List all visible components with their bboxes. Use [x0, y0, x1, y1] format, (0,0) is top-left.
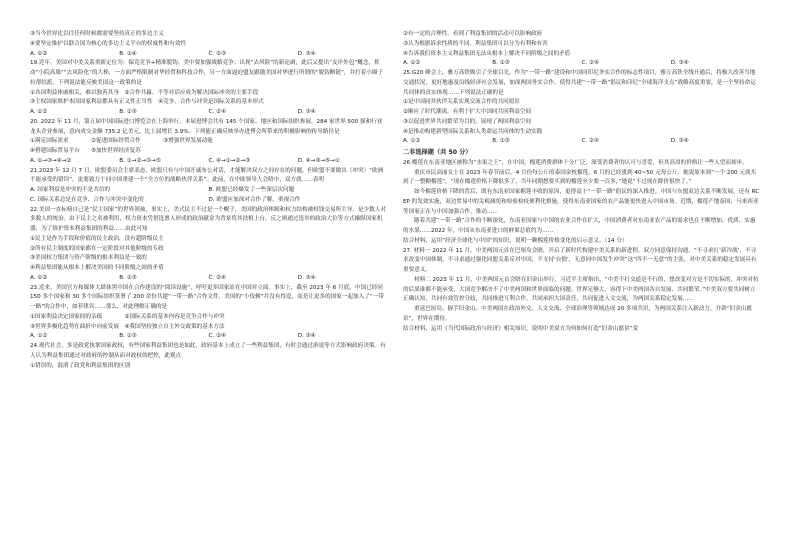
- option-d: D. ③④: [297, 109, 316, 115]
- q27-paragraph-2: 材料二 2023 年 11 月，中美两国元首会晤在旧金山举行，习近平主席指出，“中美不打交道是不行的，想改变对方是不切实际的，冲突对抗的后果谁都不能承受，大国竞争解决不了中美两国和世界面临的问题。世界足够大，容得下中美两国各自发展、共同繁荣。”中美双方要共同树立正确认知，共同有效管控分歧，共同推进互利合作，共同承担大国责任，共同促进人文交流，为两国关系稳定发展……: [403, 276, 759, 303]
- option-d: D. ③④: [297, 333, 316, 340]
- q19-items-row-2: ③主权国家维护本国国家利益都具有正义性正当性 ④竞争、合作与冲突是国际关系的基本形式: [30, 99, 264, 106]
- option-c: C. ②③: [208, 50, 226, 57]
- section-title: 二非选择题（共 50 分）: [403, 149, 472, 156]
- option-d: D. ④→③→⑤→①: [297, 157, 340, 164]
- q26-paragraph-1: 重庆市民高丽女士在 2023 年春节前后，4 月份每公斤的泰国金枕榴莲，6 月的已经涨到 40~50 元每公斤，她说原本到“一个 200 元就买到了一整颗榴莲”，“现在榴莲价格下降很多了，当年同期想要买到的榴莲至少要一百多，”她说“不过现在降价很快了。”: [403, 169, 757, 186]
- q24-item-2: ②有一定的合理性，看到了利益集团的活动可以影响政府: [403, 31, 543, 37]
- q24-item-1: ①错误的，混淆了政党和利益集团的区别: [30, 362, 131, 369]
- q21-options-row-1: [30, 186, 387, 196]
- q23-stem: 23.近来，美国官方和媒体大肆抹黑中国在合作建设的“阅读设施”，呼吁更多国家站在中国对立面。事实上，截至 2023 年 6 月底，中国已经同 150 多个国家和 30 多个国际组织签署了 200 余份共建“一带一路”合作文件，美国的“小伎俩”并没有得逞，而是让更多的国家一起加入了“一带一路”的合作中，如菲律宾……那么，对此理解正确的是: [30, 284, 384, 310]
- left-column: [30, 30, 387, 371]
- option-a: A. ①②: [30, 50, 48, 57]
- q19-items-row-1: ①各国利益休戚相关，难以独善其身 ②合作共赢、平等对话应成为解决国际冲突的主要手段: [30, 89, 259, 96]
- q20-stem: 20. 2022 年 11 月，第五届中国国际进口博览会在上海举行。本届进博会共有 145 个国家、地区和国际组织参展，284 家世界 500 强和行业龙头企业参展，意向成交金额 735.2 亿美元，比上届增长 3.9%。下列能正确反映举办进博会所带来的积极影响的传导路径是: [30, 118, 383, 135]
- q18-options: [30, 50, 387, 60]
- option-c: C. ②④: [581, 138, 599, 145]
- option-c: C. ②④: [208, 333, 226, 340]
- option-b: B. ①④: [119, 50, 137, 57]
- q19-stem: 19.近年，美国对中美关系重新定位为：保竞竞争+精准脱钩。美中要加强战略竞争；出现“去风险”的新论调，此后又提出“友岸外包”概念，挥动“小院高墙”“去风险化”的大棒，一方面严格限制对华经贸和科技合作，另一方面逼迫盟友跟随美国对华进行所谓的“脱钩断链”，并打着小圈子拉帮结派。下列说法能反映美国这一政策的是: [30, 60, 384, 86]
- q18-item-4: ④要坚定维护以联合国为核心的多边主义平台的权威性和有效性: [30, 40, 187, 47]
- q24-item-3: ③认为根据诉求性质的不同，利益集团可以分为有利和有害: [403, 40, 548, 47]
- q22-item-1: ①民主是作为手段和价值的民主政治，没有超阶级民主: [30, 235, 164, 242]
- q22-options: [30, 274, 387, 284]
- q24-stem: 24.现代社会，多是政党执掌国家政权，有些国家利益集团也是如此，政府基本上成立了一些利益集团，有时会通过游说等方式影响政府决策。有人认为利益集团通过对政府的控制从而对政权的把控，此观点: [30, 343, 386, 359]
- option-a: A. 国家利益是冲突的不是共信的: [30, 187, 111, 193]
- option-c: C. ②④: [581, 60, 599, 67]
- option-b: B. ①③: [119, 333, 137, 340]
- option-b: B. 欧盟已经爆发了一些深层次问题: [208, 187, 295, 193]
- q20-options: [30, 157, 387, 167]
- option-c: C. ②④: [208, 109, 226, 115]
- option-c: C. ④→①→②→③: [208, 157, 251, 164]
- q20-items-row-2: ④搭建国际贸易平台 ⑤加快世界经济复苏: [30, 148, 141, 154]
- q25-options: [403, 137, 760, 147]
- right-column: [403, 30, 760, 334]
- option-d: D. ③④: [670, 138, 689, 145]
- q26-paragraph-2: 如今榴莲价格下降的背后，既有东南亚国家榴莲丰收的原因，更得益于“一带一路”倡议的深入推进。中国与东盟双边关系不断发展，还有 RCEP 的发效实施，双边贸易中的关税减免和检验检疫便利化措施，使得东南亚国家的农产品能更快进入中国市场。近期，榴莲产地泰国、马来西亚等国家正在与中国加强合作，推动……: [403, 189, 760, 215]
- q27-paragraph-3: 重返巴厘岛，握手旧金山。中美两国在政治外交、人文交流、全球治理等领域达成 20 多项共识，为两国关系注入新动力，开辟“旧金山愿景”，世界在期待。: [403, 306, 753, 322]
- q21-options-row-2: [30, 196, 387, 206]
- q26-task: 结合材料，运用“经济全球化与中国”的知识，说明一颗榴莲价格变化的启示意义。（14 分）: [403, 237, 628, 244]
- option-b: B. ①③: [492, 60, 510, 67]
- q25-item-2: ②顺应了时代潮流，有利于扩大中国同共同利益空间: [403, 109, 532, 115]
- q26-paragraph-3: 随着共建“一带一路”合作的不断深化，东南亚国家与中国的农业合作在扩大，中国消费者对东南亚农产品的需求也在不断增加，优质、实惠的水果……2022 年，中国从东南亚进口的鲜果总值约为……: [403, 218, 756, 234]
- q19-options: [30, 108, 387, 118]
- q18-item-3: ③当今世界比以往任何时候都需要坚持真正的多边主义: [30, 31, 164, 37]
- q24-options: [403, 59, 760, 69]
- q25-item-3: ③以促进世界共同繁荣为目的，展现了两国利益空间: [403, 118, 532, 125]
- q22-item-2: ②所有民主制度的国家都在一定阶段对其他阶级的专政: [30, 245, 164, 252]
- option-d: D. ③④: [670, 60, 689, 67]
- option-b: B. ①③: [492, 138, 510, 145]
- option-d: D. ③④: [297, 50, 316, 57]
- q21-stem: 21.2023 年 12 月 7 日，欧盟委员会主席表态，欧盟只有与中国开诚布公对话，才能解决双方之间存在的问题，但欧盟不要做出（冲突）“欧洲不能承受的错误”，更要致力于同中国重建一个“全方位的战略伙伴关系”。此前，在中欧领导人会晤中，双方就……表明: [30, 167, 384, 184]
- option-a: A. ①②: [30, 109, 48, 115]
- q23-options: [30, 332, 387, 342]
- q22-item-3: ③美国权力集团与资产阶级的根本利益是一致的: [30, 255, 147, 262]
- option-b: B. ①→②→③→⑤: [119, 157, 161, 164]
- option-d: D. ③④: [297, 274, 316, 281]
- option-c: C. ②④: [208, 274, 226, 281]
- option-a: A. ①②: [403, 138, 421, 145]
- q20-items-row-1: ①满足国际需求 ②促进国际经贸合作 ③增强世界发展动能: [30, 138, 213, 145]
- option-c: C. 国际关系总是在竞争、合作与冲突中变化的: [30, 196, 144, 203]
- option-a: A. ①②: [30, 333, 48, 340]
- q23-items-row-2: ③世界多极化趋势在曲折中向前发展 ④我国坚持独立自主外交政策的基本方法: [30, 323, 225, 330]
- option-b: B. ①③: [119, 274, 137, 281]
- q25-stem: 25.G20 峰会上，雅万高铁吸引了全球目光。作为“一带一路”建设和中国同印尼务实合作的标志性项目，雅万高铁全线开通后，将极大改善当地交通状况，更好地惠及沿线经济社会发展，加深两国务实合作。使得共建“一带一路”倡议和印尼“全球海洋支点”战略高度重要，是一个坚持命运共同体的真实体现……下列说法正确的是: [403, 70, 756, 96]
- q22-stem: 22.美国一直标榜自己是“民主国家”的世界领袖，事实上，美式民主不过是一个幌子，美国的政治体制和权力结构被权钱交易所主导，是少数人对多数人的统治。由于民主之名被利用，权力资本凭借选票人形成的政治献金为背景将其扶植上台，反之则通过选举的政治大位等方式操纵国家机器，为了维护资本利益集团的利益……由此可知: [30, 206, 386, 232]
- option-b: B. ①③: [119, 109, 137, 115]
- q26-stem: 26.榴莲在东南亚地区被称为“水果之王”，在中国，榴莲消费群体十分广泛，深受消费者的认可与喜爱，但其高昂的价格让一些人望而却步。: [403, 159, 748, 166]
- q24-item-4: ④告诉我们资本主义利益集团无法从根本上解决不同阶级之间的矛盾: [403, 50, 571, 57]
- option-a: A. ①②: [30, 274, 48, 281]
- option-a: A. ①→③→④→②: [30, 157, 72, 164]
- option-a: A. ①②: [403, 60, 421, 67]
- q27-task: 结合材料，运用《当代国际政治与经济》相关知识，说明中美双方为何如何打造“旧金山愿景”变: [403, 325, 639, 332]
- option-d: D. 欧盟应加深对合作了解，重视合作: [208, 196, 301, 203]
- q22-item-4: ④利益集团能从根本上解决美国的不同阶级之间的矛盾: [30, 265, 164, 271]
- q25-item-4: ④是推动构建新型国际关系和人类命运共同体的生动实践: [403, 128, 543, 135]
- q25-item-1: ①是中国同其伙伴关系实现交流合作的共同愿景: [403, 99, 520, 106]
- q27-stem: 27. 材料一 2022 年 11 月，中美两国元首在巴厘岛会晤，开启了新时代构建中美关系的新进程。双方同意保持沟通，“不寻求打‘新冷战’，不寻求改变中国体制，不寻求通过强化同盟关系反对中国，不支持‘台独’，无意同中国发生冲突”这“四不一无意”的主张，对中美关系的稳定发展具有重要意义。: [403, 247, 757, 273]
- q23-items-row-1: ①国家利益决定国家间的亲疏 ②国际关系的基本内容是竞争合作与冲突: [30, 313, 225, 320]
